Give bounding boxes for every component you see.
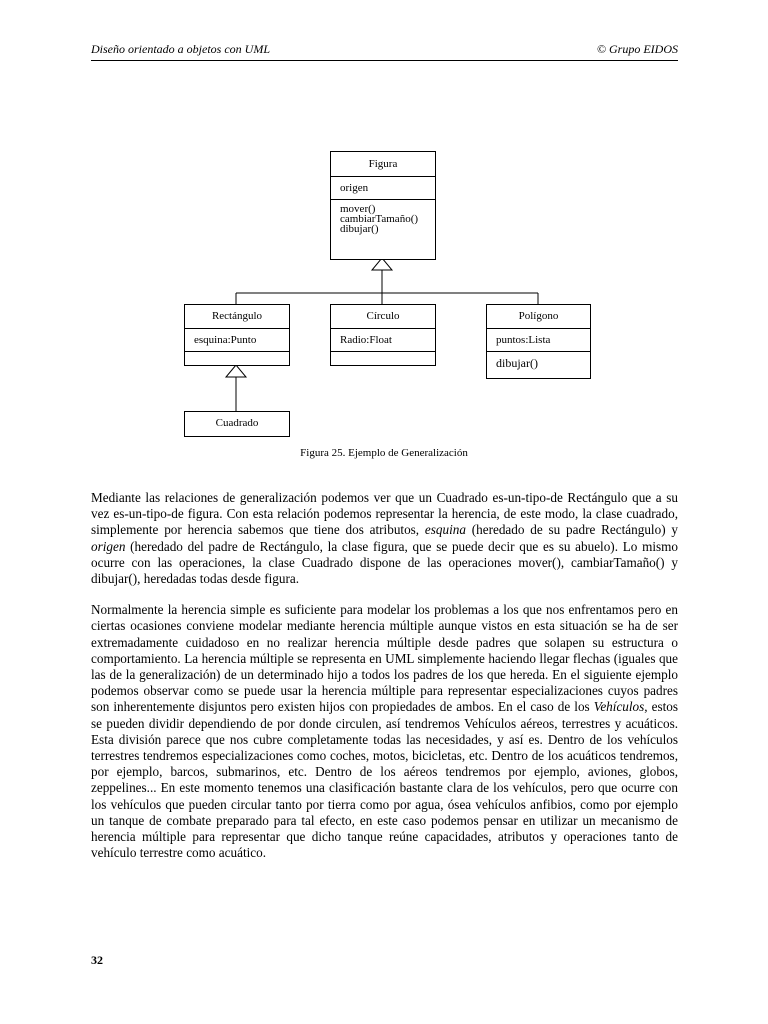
paragraph <box>91 602 678 861</box>
class-attributes <box>185 329 289 352</box>
class-operations <box>331 352 435 363</box>
header-publisher: © Grupo EIDOS <box>596 42 678 56</box>
class-name: Cuadrado <box>215 417 259 429</box>
class-name: Polígono <box>487 305 590 329</box>
class-operations <box>185 352 289 363</box>
class-name: Figura <box>331 152 435 177</box>
class-operations <box>331 200 435 234</box>
attribute: Radio:Float <box>340 334 392 346</box>
text-run: , estos se pueden dividir dependiendo de por donde circulen, así tendremos Vehículos aéreos, terrestres y acuáticos. Esta división parece que nos cubre completamente todas las necesidades, y así es. Dentro de los vehículos terrestres tendremos especializaciones como coches, motos, bicicletas, etc. Dentro de los acuáticos tendremos, por ejemplo, barcos, submarinos, etc. Dentro de los aéreos tendremos por ejemplo, aviones, globos, zeppelines... En este momento tenemos una clasificación bastante clara de los vehículos, pero que ocurre con los vehículos que pueden circular tanto por tierra como por agua, ósea vehículos anfibios, como por ejemplo un tanque de combate preparado para tal efecto, en este caso podemos pensar en utilizar un mecanismo de herencia múltiple para representar que dicho tanque reúne capacidades, atributos y operaciones tanto de vehículo terrestre como acuático. <box>91 699 678 861</box>
class-name: Círculo <box>331 305 435 329</box>
emphasis: Vehículos <box>593 699 645 715</box>
generalization-arrow-rectangulo <box>226 365 246 377</box>
class-operations <box>487 352 590 370</box>
text-run: Normalmente la herencia simple es suficiente para modelar los problemas a los que nos enfrentamos pero en ciertas ocasiones conviene modelar mediante herencia múltiple aunque vistos en esta situación se ha de ser extremadamente cuidadoso en no realizar herencia múltiple desde padres que solapen su estructura o comportamiento. La herencia múltiple se representa en UML simplemente haciendo llegar flechas (iguales que las de la generalización) de un determinado hijo a todos los padres de los que hereda. En el siguiente ejemplo podemos observar como se puede usar la herencia múltiple para representar especializaciones cuyos padres son inherentemente disjuntos pero existen hijos con propiedades de ambos. En el caso de los <box>91 602 678 715</box>
class-rectangulo <box>184 304 290 366</box>
header-title: Diseño orientado a objetos con UML <box>91 42 270 56</box>
class-attributes <box>331 329 435 352</box>
uml-generalization-diagram <box>0 0 768 470</box>
emphasis: origen <box>91 538 126 554</box>
text-run: (heredado de su padre Rectángulo) y <box>465 522 678 538</box>
operation: dibujar() <box>340 223 379 235</box>
body-text <box>91 490 678 876</box>
text-run: (heredado del padre de Rectángulo, la clase figura, que se puede decir que es su abuelo). Lo mismo ocurre con las operaciones, la clase Cuadrado dispone de las operaciones mover(), cambiarTamaño() y dibujar(), heredadas todas desde figura. <box>91 538 678 587</box>
operation: dibujar() <box>496 356 538 370</box>
page-number: 32 <box>91 953 103 967</box>
class-cuadrado <box>184 411 290 437</box>
class-figura <box>330 151 436 260</box>
operation: cambiarTamaño() <box>340 213 419 225</box>
class-attributes <box>331 177 435 200</box>
attribute: puntos:Lista <box>496 334 551 346</box>
text-run: Mediante las relaciones de generalización podemos ver que un Cuadrado es-un-tipo-de Rectángulo que a su vez es-un-tipo-de figura. Con esta relación podemos representar la herencia, de este modo, la clase cuadrado, simplemente por herencia sabemos que tiene dos atributos, <box>91 490 678 538</box>
class-circulo <box>330 304 436 366</box>
figure-caption: Figura 25. Ejemplo de Generalización <box>300 447 468 459</box>
class-attributes <box>487 329 590 352</box>
class-poligono <box>486 304 591 379</box>
attribute: esquina:Punto <box>194 334 257 346</box>
attribute: origen <box>340 182 369 194</box>
emphasis: esquina <box>424 522 466 538</box>
operation: mover() <box>340 203 376 215</box>
paragraph <box>91 490 678 587</box>
class-name: Rectángulo <box>185 305 289 329</box>
